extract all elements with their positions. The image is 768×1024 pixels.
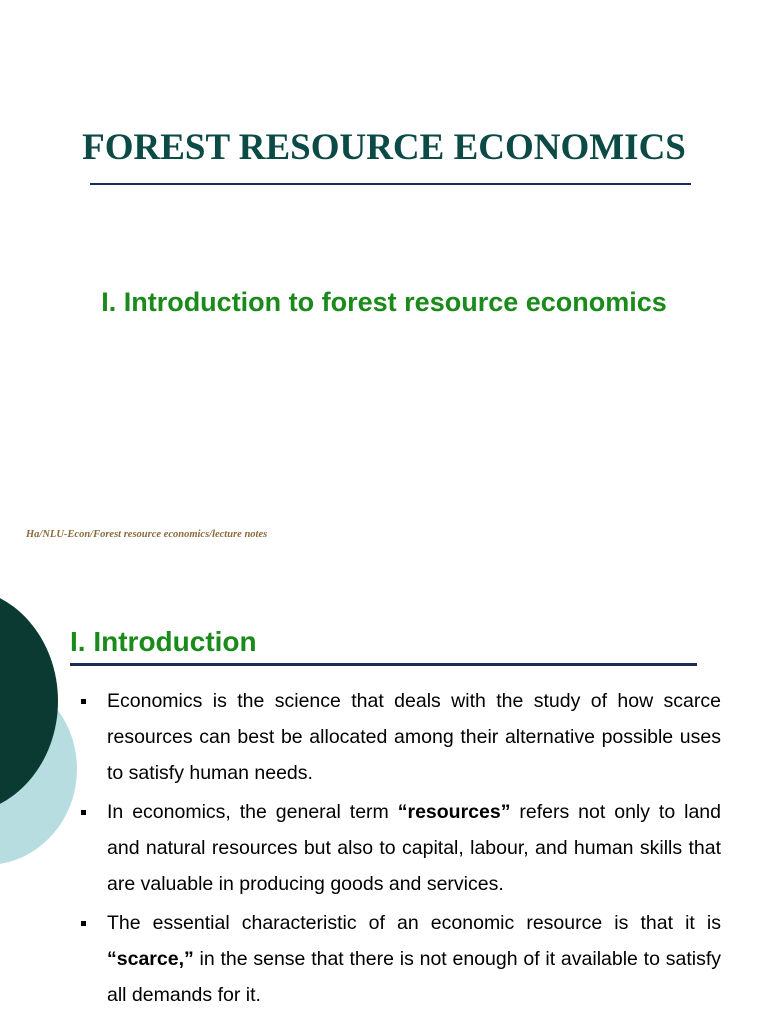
bullet-item (80, 683, 721, 791)
heading-underline (70, 663, 697, 666)
bullet-item (80, 794, 721, 902)
bullet-text: The essential characteristic of an economic resource is that it is (107, 912, 721, 934)
slide-title: FOREST RESOURCE ECONOMICS (82, 127, 686, 168)
bullet-list (80, 683, 721, 1016)
bullet-item (80, 905, 721, 1013)
bullet-text: In economics, the general term (107, 801, 398, 823)
bullet-emphasis: “resources” (397, 801, 511, 823)
bullet-emphasis: “scarce,” (107, 948, 194, 970)
square-bullet-icon (81, 921, 86, 926)
bullet-text: refers not only to land and natural resources but also to capital, labour, and human skills that are valuable in producing goods and services. (107, 801, 721, 895)
slide-subtitle: I. Introduction to forest resource economics (101, 287, 667, 317)
square-bullet-icon (81, 810, 86, 815)
section-heading: I. Introduction (70, 626, 257, 657)
square-bullet-icon (81, 699, 86, 704)
bullet-text: in the sense that there is not enough of it available to satisfy all demands for it. (107, 948, 721, 1006)
bullet-text: Economics is the science that deals with the study of how scarce resources can best be allocated among their alternative possible uses to satisfy human needs. (107, 690, 721, 784)
title-underline (90, 183, 691, 185)
slide-footer: Ha/NLU-Econ/Forest resource economics/lecture notes (26, 529, 268, 540)
